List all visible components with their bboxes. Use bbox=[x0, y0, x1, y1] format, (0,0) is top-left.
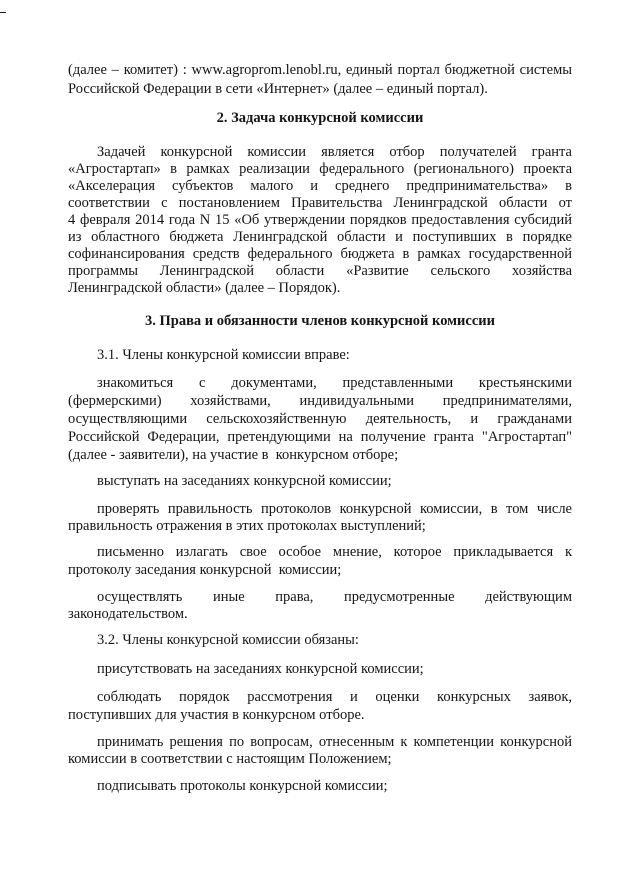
text-line: соответствии с постановлением Правительства Ленинградской области от bbox=[68, 195, 572, 211]
text-line: выступать на заседаниях конкурсной комиссии; bbox=[97, 473, 392, 489]
text-line: присутствовать на заседаниях конкурсной комиссии; bbox=[97, 661, 424, 677]
rights-item bbox=[68, 501, 572, 535]
rights-item bbox=[68, 543, 572, 579]
duties-item bbox=[68, 778, 572, 796]
text-line: поступивших для участия в конкурсном отборе. bbox=[68, 707, 365, 723]
text-line: программы Ленинградской области «Развитие сельского хозяйства bbox=[68, 263, 572, 279]
text-line: «Агростартап» в рамках реализации федерального (регионального) проекта bbox=[68, 161, 572, 177]
text-line: протоколу заседания конкурсной комиссии; bbox=[68, 562, 342, 578]
text-line: правильность отражения в этих протоколах выступлений; bbox=[68, 518, 426, 534]
text-line: Российской Федерации в сети «Интернет» (далее – единый портал). bbox=[68, 81, 488, 97]
text-line: Задачей конкурсной комиссии является отбор получателей гранта bbox=[97, 144, 572, 160]
text-line: (далее - заявители), на участие в конкурсном отборе; bbox=[68, 447, 399, 463]
duties-item bbox=[68, 734, 572, 768]
text-line: (фермерскими) хозяйствами, индивидуальными предпринимателями, bbox=[68, 393, 572, 409]
text-line: Российской Федерации, претендующими на получение гранта "Агростартап" bbox=[68, 429, 572, 445]
text-line: соблюдать порядок рассмотрения и оценки конкурсных заявок, bbox=[97, 689, 572, 705]
intro-paragraph bbox=[68, 61, 572, 99]
text-line: знакомиться с документами, представленными крестьянскими bbox=[97, 375, 572, 391]
section-heading bbox=[68, 313, 572, 331]
text-line: 4 февраля 2014 года N 15 «Об утверждении порядков предоставления субсидий bbox=[68, 212, 572, 228]
text-line: из областного бюджета Ленинградской области и поступивших в порядке bbox=[68, 229, 572, 245]
text-line: (далее – комитет) : www.agroprom.lenobl.ru, единый портал бюджетной системы bbox=[68, 62, 572, 78]
text-line: комиссии в соответствии с настоящим Положением; bbox=[68, 751, 392, 767]
heading-text: 3. Права и обязанности членов конкурсной комиссии bbox=[145, 313, 495, 329]
text-line: осуществляющими сельскохозяйственную деятельность, и гражданами bbox=[68, 411, 572, 427]
scan-mark bbox=[0, 12, 6, 13]
text-line: проверять правильность протоколов конкурсной комиссии, в том числе bbox=[97, 501, 572, 517]
rights-item bbox=[68, 374, 572, 464]
text-line: 3.2. Члены конкурсной комиссии обязаны: bbox=[97, 632, 359, 648]
duties-item bbox=[68, 661, 572, 679]
duties-item bbox=[68, 688, 572, 724]
clause-3-2 bbox=[68, 632, 572, 650]
section2-paragraph bbox=[68, 144, 572, 297]
rights-item bbox=[68, 473, 572, 491]
rights-item bbox=[68, 589, 572, 623]
text-line: законодательством. bbox=[68, 606, 188, 622]
text-line: Ленинградской области» (далее – Порядок). bbox=[68, 280, 341, 296]
heading-text: 2. Задача конкурсной комиссии bbox=[216, 110, 424, 126]
text-line: принимать решения по вопросам, отнесенным к компетенции конкурсной bbox=[97, 734, 572, 750]
text-line: софинансирования средств федерального бюджета в рамках государственной bbox=[68, 246, 572, 262]
text-line: осуществлять иные права, предусмотренные действующим bbox=[97, 589, 572, 605]
section-heading bbox=[68, 110, 572, 128]
text-line: 3.1. Члены конкурсной комиссии вправе: bbox=[97, 347, 350, 363]
text-line: подписывать протоколы конкурсной комиссии; bbox=[97, 778, 388, 794]
text-line: «Акселерация субъектов малого и среднего предпринимательства» в bbox=[68, 178, 572, 194]
text-line: письменно излагать свое особое мнение, которое прикладывается к bbox=[97, 544, 572, 560]
clause-3-1 bbox=[68, 347, 572, 365]
